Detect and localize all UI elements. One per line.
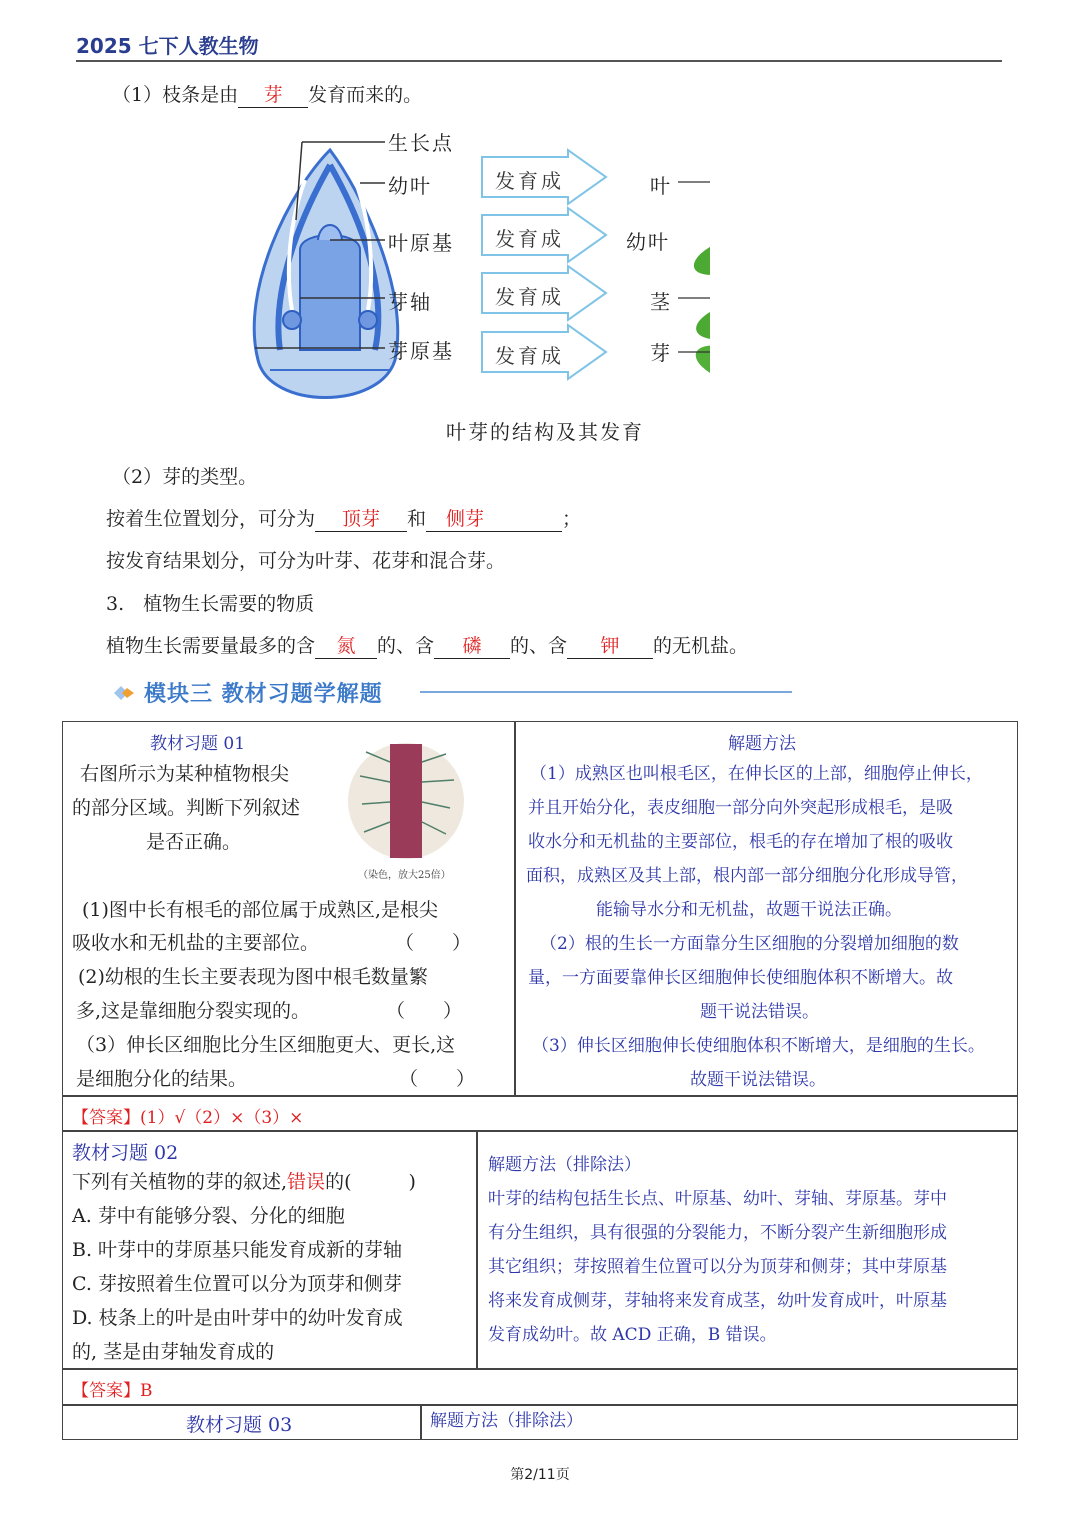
exercise-1-method-line-2: 并且开始分化，表皮细胞一部分向外突起形成根毛，是吸 [528,798,953,818]
answer-blank-bud: 芽 [238,80,308,108]
exercise-2-method-line-3: 其它组织；芽按照着生位置可以分为顶芽和侧芽；其中芽原基 [488,1257,947,1277]
document-header-title: 2025 七下人教生物 [76,34,259,58]
nutrients-sentence [106,631,748,659]
exercise-2-option-d-cont: 的, 茎是由芽轴发育成的 [72,1341,275,1363]
label-bud-axis: 芽轴 [388,290,432,314]
exercise-1-method-line-3: 收水分和无机盐的主要部位，根毛的存在增加了根的吸收 [528,832,953,852]
text-prefix: 按着生位置划分，可分为 [106,508,316,530]
exercise-1-intro-3: 是否正确。 [146,831,242,853]
exercise-2-title: 教材习题 02 [72,1142,179,1164]
branch-illustration [689,146,710,399]
text-mid-1: 的、含 [377,635,435,657]
answer-blank-lateral-bud: 侧芽 [426,504,562,532]
col-divider-2 [476,1130,478,1368]
exercise-1-method-line-6: （2）根的生长一方面靠分生区细胞的分裂增加细胞的数 [540,934,959,954]
bud-types-by-position [106,504,581,532]
exercise-2-method-line-5: 发育成幼叶。故 ACD 正确，B 错误。 [488,1325,777,1345]
bud-types-heading: （2）芽的类型。 [112,466,258,488]
exercise-1-title: 教材习题 01 [150,734,246,754]
exercise-2-method-line-1: 叶芽的结构包括生长点、叶原基、幼叶、芽轴、芽原基。芽中 [488,1189,947,1209]
label-young-leaf: 幼叶 [388,174,432,198]
exercise-1-statement-1a: (1)图中长有根毛的部位属于成熟区,是根尖 [82,899,438,921]
text-prefix: （1）枝条是由 [112,84,239,106]
answer-blank-nitrogen: 氮 [315,631,377,659]
label-growth-point: 生长点 [388,131,454,155]
exercise-1-intro-2: 的部分区域。判断下列叙述 [72,797,301,819]
stem-suffix: 的( ) [325,1171,416,1193]
bud-types-by-result: 按发育结果划分，可分为叶芽、花芽和混合芽。 [106,550,506,572]
exercise-1-method-title: 解题方法 [728,734,796,754]
label-young-leaf-result: 幼叶 [626,230,670,254]
arrow-label-3: 发育成 [495,285,564,309]
exercise-1-statement-1b: 吸收水和无机盐的主要部位。 （ ） [72,932,472,954]
exercise-1-intro-1: 右图所示为某种植物根尖 [80,763,290,785]
exercise-2-option-a: A. 芽中有能够分裂、分化的细胞 [72,1205,345,1227]
exercise-1-method-line-1: （1）成熟区也叫根毛区，在伸长区的上部，细胞停止伸长， [530,764,983,784]
label-leaf: 叶 [650,174,672,198]
exercise-2-method-line-4: 将来发育成侧芽，芽轴将来发育成茎，幼叶发育成叶，叶原基 [488,1291,947,1311]
arrow-label-4: 发育成 [495,344,564,368]
exercise-3-method-title: 解题方法（排除法） [430,1411,583,1431]
exercise-2-option-d: D. 枝条上的叶是由叶芽中的幼叶发育成 [72,1307,403,1329]
exercise-1-method-line-7: 量，一方面要靠伸长区细胞伸长使细胞体积不断增大。故 [528,968,953,988]
exercise-1-method-line-9: （3）伸长区细胞伸长使细胞体积不断增大，是细胞的生长。 [532,1036,985,1056]
exercise-1-method-line-5: 能输导水分和无机盐，故题干说法正确。 [596,900,902,920]
root-tip-photo-caption: （染色，放大25倍） [358,870,451,881]
exercise-1-method-line-10: 故题干说法错误。 [690,1070,826,1090]
text-prefix: 植物生长需要量最多的含 [106,635,316,657]
text-suffix: 发育而来的。 [308,84,423,106]
arrow-label-2: 发育成 [495,227,564,251]
text-and: 和 [407,508,427,530]
exercise-1-statement-3a: （3）伸长区细胞比分生区细胞更大、更长,这 [76,1034,456,1056]
exercise-2-method-title: 解题方法（排除法） [488,1155,641,1175]
col-divider-1 [514,721,516,1095]
stem-prefix: 下列有关植物的芽的叙述, [72,1171,288,1193]
stem-keyword: 错误 [287,1171,326,1193]
exercise-2-method-line-2: 有分生组织，具有很强的分裂能力，不断分裂产生新细胞形成 [488,1223,947,1243]
exercise-2-stem [72,1165,416,1199]
exercise-2-answer: 【答案】B [72,1381,153,1401]
diamond-bullet-icon [112,684,136,702]
exercise-2-option-b: B. 叶芽中的芽原基只能发育成新的芽轴 [72,1239,403,1261]
bud-structure-diagram [230,120,710,410]
leaf-bud-illustration [254,150,398,398]
col-divider-3 [420,1404,422,1440]
exercise-1-statement-3b: 是细胞分化的结果。 （ ） [76,1068,476,1090]
text-suffix: 的无机盐。 [653,635,749,657]
exercise-1-answer: 【答案】(1）√（2）×（3）× [72,1108,304,1128]
arrow-label-1: 发育成 [495,169,564,193]
page-number: 第2/11页 [510,1467,570,1483]
root-tip-photo [346,742,466,860]
diagram-caption: 叶芽的结构及其发育 [446,420,644,444]
exercise-1-statement-2a: (2)幼根的生长主要表现为图中根毛数量繁 [78,966,428,988]
exercise-1-statement-2b: 多,这是靠细胞分裂实现的。 （ ） [76,1000,463,1022]
answer-blank-potassium: 钾 [567,631,653,659]
exercise-1-method-line-8: 题干说法错误。 [700,1002,819,1022]
label-leaf-primordium: 叶原基 [388,231,454,255]
exercise-3-title: 教材习题 03 [186,1414,293,1436]
exercise-2-option-c: C. 芽按照着生位置可以分为顶芽和侧芽 [72,1273,402,1295]
nutrients-heading: 3. 植物生长需要的物质 [106,593,315,615]
question-branch-origin [112,80,422,108]
module-title-rule [420,691,792,693]
text-mid-2: 的、含 [510,635,568,657]
header-divider [76,60,1002,62]
label-bud-primordium: 芽原基 [388,339,454,363]
text-suffix: ； [562,508,582,530]
answer-blank-phosphorus: 磷 [434,631,510,659]
module-title: 模块三 教材习题学解题 [144,682,383,707]
exercise-1-method-line-4: 面积，成熟区及其上部，根内部一部分细胞分化形成导管， [526,866,968,886]
label-bud: 芽 [650,341,672,365]
answer-blank-terminal-bud: 顶芽 [315,504,407,532]
row-divider-2 [62,1130,1018,1132]
label-stem: 茎 [650,290,672,314]
